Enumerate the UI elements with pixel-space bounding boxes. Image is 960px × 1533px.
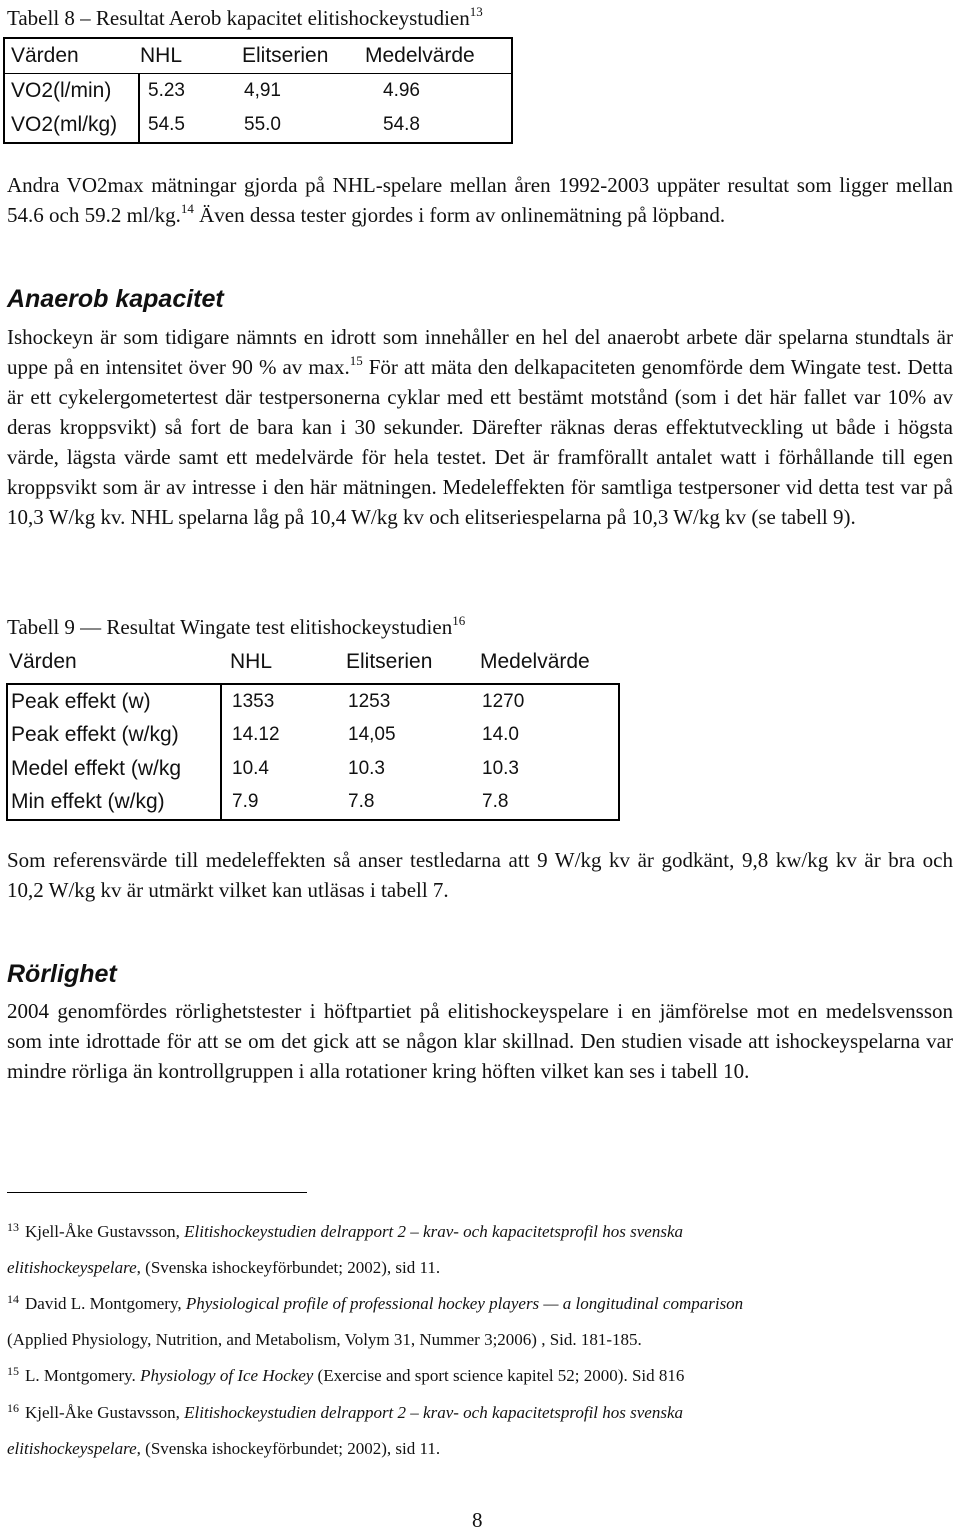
table-row: [8, 719, 618, 753]
footnote-ref-14: 14: [180, 201, 194, 216]
table9-header-cell: NHL: [230, 650, 273, 673]
paragraph-vo2max: Andra VO2max mätningar gjorda på NHL-spelare mellan åren 1992-2003 uppäter resultat som ligger mellan 54.6 och 59.2 ml/kg.$^{14}$ Även dessa tester gjordes i form av onlinemätning på löpband.: [7, 173, 953, 227]
table9-cell: 14,05: [348, 724, 396, 746]
table9-header-cell: Elitserien: [346, 650, 433, 673]
footnote-divider: [7, 1192, 307, 1193]
footnote-16-cont: elitishockeyspelare, (Svenska ishockeyförbundet; 2002), sid 11.: [7, 1439, 441, 1458]
table8-cell: 54.8: [383, 114, 420, 135]
table9: [6, 644, 620, 821]
table8-header-cell: NHL: [140, 44, 183, 67]
table8-header-row: [5, 39, 511, 74]
table9-row-label: Peak effekt (w/kg): [8, 719, 222, 753]
table9-cell: 1253: [348, 690, 391, 712]
footnote-15: $^{15}$ L. Montgomery. Physiology of Ice Hockey (Exercise and sport science kapitel 52; 2000). Sid 816: [7, 1364, 685, 1385]
table8: [3, 37, 513, 144]
footnote-13: $^{13}$ Kjell-Åke Gustavsson, Elitishockeystudien delrapport 2 – krav- och kapacitetsprofil hos svenska: [7, 1220, 684, 1241]
page-number: 8: [472, 1508, 483, 1532]
table9-cell: 7.8: [482, 791, 509, 813]
paragraph-reference-values: Som referensvärde till medeleffekten så anser testledarna att 9 W/kg kv är godkänt, 9,8 kw/kg kv är bra och 10,2 W/kg kv är utmärkt vilket kan utläsas i tabell 7.: [7, 848, 953, 902]
table9-row-label: Peak effekt (w): [8, 685, 222, 719]
table8-header-cell: Medelvärde: [365, 44, 475, 67]
table-row: [8, 752, 618, 786]
table9-caption: Tabell 9 — Resultat Wingate test elitishockeystudien$^{16}$: [7, 613, 466, 639]
table8-row-label: VO2(l/min): [5, 74, 140, 108]
table9-cell: 14.0: [482, 724, 519, 746]
table8-cell: 54.5: [148, 114, 185, 135]
footnote-13-cont: elitishockeyspelare, (Svenska ishockeyförbundet; 2002), sid 11.: [7, 1258, 441, 1277]
table9-cell: 7.9: [232, 791, 259, 813]
table9-cell: 10.4: [232, 757, 269, 779]
table8-row-label: VO2(ml/kg): [5, 108, 140, 142]
table8-header-cell: Värden: [11, 44, 79, 67]
footnote-ref-15: 15: [349, 353, 363, 368]
table9-header-row: [6, 644, 616, 680]
footnote-14: $^{14}$ David L. Montgomery, Physiological profile of professional hockey players — a longitudinal comparison: [7, 1292, 744, 1313]
table8-cell: 4,91: [244, 80, 281, 101]
table8-header-cell: Elitserien: [242, 44, 329, 67]
section-heading-anaerob: Anaerob kapacitet: [7, 285, 224, 313]
table-row: [5, 108, 511, 142]
table8-cell: 5.23: [148, 80, 185, 101]
table9-cell: 10.3: [348, 757, 385, 779]
table9-row-label: Medel effekt (w/kg: [8, 752, 222, 786]
table-row: [8, 685, 618, 719]
table9-cell: 14.12: [232, 724, 280, 746]
footnote-ref-13: 13: [469, 4, 483, 19]
table8-caption: Tabell 8 – Resultat Aerob kapacitet elitishockeystudien$^{13}$: [7, 4, 483, 30]
table8-cell: 55.0: [244, 114, 281, 135]
footnote-ref-16: 16: [452, 613, 466, 628]
paragraph-anaerob: Ishockeyn är som tidigare nämnts en idrott som innehåller en hel del anaerobt arbete där spelarna stundtals är uppe på en intensitet över 90 % av max.$^{15}$ För att mäta den delkapaciteten genomförde dem Wingate test. Detta är ett cykelergometertest där testpersonerna cyklar med ett bestämt motstånd (som i det här fallet var 10% av deras kroppsvikt) så fort de bara kan i 30 sekunder. Därefter räknas deras effektutveckling ut både i högsta värde, lägsta värde samt ett medelvärde för hela testet. Det är framförallt antalet watt i förhållande till egen kroppsvikt som är av intresse i den här mätningen. Medeleffekten för samtliga testpersoner vid detta test var på 10,3 W/kg kv. NHL spelarna låg på 10,4 W/kg kv och elitseriespelarna på 10,3 W/kg kv (se tabell 9).: [7, 325, 953, 529]
table9-cell: 1353: [232, 690, 275, 712]
footnote-14-cont: (Applied Physiology, Nutrition, and Metabolism, Volym 31, Nummer 3;2006) , Sid. 181-185.: [7, 1330, 642, 1349]
table9-header-cell: Medelvärde: [480, 650, 590, 673]
table-row: [5, 74, 511, 108]
table9-cell: 10.3: [482, 757, 519, 779]
table9-header-cell: Värden: [9, 650, 77, 673]
table9-cell: 7.8: [348, 791, 375, 813]
table-row: [8, 786, 618, 820]
table8-cell: 4.96: [383, 80, 420, 101]
paragraph-rorlighet: 2004 genomfördes rörlighetstester i höftpartiet på elitishockeyspelare i en jämförelse mot en medelsvensson som inte idrottade för att se om det gick att se någon klar skillnad. Den studien visade att ishockeyspelarna var mindre rörliga än kontrollgruppen i alla rotationer kring höften vilket kan ses i tabell 10.: [7, 999, 953, 1083]
footnote-16: $^{16}$ Kjell-Åke Gustavsson, Elitishockeystudien delrapport 2 – krav- och kapacitetsprofil hos svenska: [7, 1401, 684, 1422]
table9-cell: 1270: [482, 690, 525, 712]
table9-row-label: Min effekt (w/kg): [8, 786, 222, 820]
section-heading-rorlighet: Rörlighet: [7, 960, 117, 988]
table9-body: [6, 683, 620, 821]
